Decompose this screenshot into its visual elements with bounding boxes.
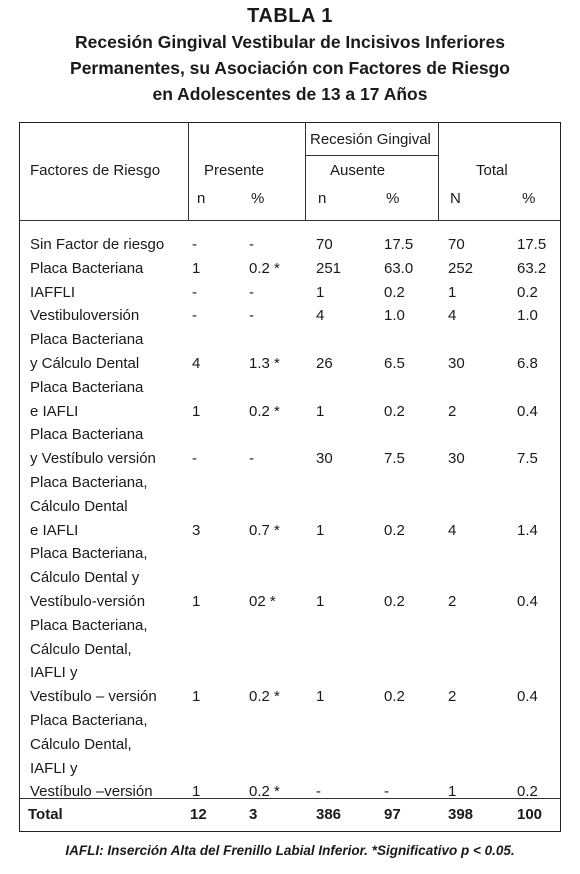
row-label: Vestíbulo – versión xyxy=(30,688,157,706)
row-value: 17.5 xyxy=(384,236,414,253)
row-value: 7.5 xyxy=(517,450,538,468)
row-label: e IAFLI xyxy=(30,521,79,539)
subheader-percent: % xyxy=(522,190,536,207)
header-ausente: Ausente xyxy=(330,162,386,179)
total-value: 386 xyxy=(316,806,342,823)
row-value: 0.2 xyxy=(384,688,405,706)
row-value: - xyxy=(192,283,197,301)
row-label: Placa Bacteriana xyxy=(30,426,144,444)
total-value: 97 xyxy=(384,806,401,823)
row-value: 1 xyxy=(316,593,325,610)
row-value: - xyxy=(192,450,197,468)
column-divider xyxy=(438,123,439,220)
row-value: - xyxy=(384,783,389,801)
row-value: 0.2 xyxy=(517,283,538,301)
row-value: 251 xyxy=(316,259,342,277)
row-value: 1 xyxy=(192,783,201,801)
column-divider xyxy=(305,123,306,220)
subheader-n: n xyxy=(318,190,327,207)
header-presente: Presente xyxy=(204,162,265,179)
row-value: - xyxy=(192,307,197,325)
subheader-percent: % xyxy=(251,190,265,207)
row-label: Placa Bacteriana, xyxy=(30,545,148,563)
header-bottom-rule xyxy=(20,220,560,221)
row-label: Placa Bacteriana xyxy=(30,378,144,396)
data-table xyxy=(19,122,561,832)
row-label: y Vestíbulo versión xyxy=(30,450,156,468)
row-label: Cálculo Dental y xyxy=(30,569,140,587)
row-label: Placa Bacteriana xyxy=(30,259,144,277)
row-value: 6.5 xyxy=(384,355,405,372)
row-value: - xyxy=(249,283,254,301)
row-value: 1 xyxy=(316,402,325,420)
row-value: 252 xyxy=(448,259,474,277)
row-value: 70 xyxy=(448,236,465,253)
table-title: TABLA 1 xyxy=(247,5,333,27)
table-footnote: IAFLI: Inserción Alta del Frenillo Labial Inferior. *Significativo p < 0.05. xyxy=(65,843,515,858)
row-label: Sin Factor de riesgo xyxy=(30,236,165,253)
table-subtitle-line-3: en Adolescentes de 13 a 17 Años xyxy=(152,84,428,104)
row-label: Placa Bacteriana, xyxy=(30,712,148,729)
row-label: IAFFLI xyxy=(30,283,76,301)
row-value: 1 xyxy=(316,688,325,706)
row-label: Placa Bacteriana xyxy=(30,331,144,349)
row-label: Vestibuloversión xyxy=(30,307,140,325)
row-value: 1 xyxy=(192,259,201,277)
row-value: 30 xyxy=(448,355,465,372)
row-label: Cálculo Dental, xyxy=(30,640,132,658)
row-value: 2 xyxy=(448,688,457,706)
row-value: 0.2 xyxy=(517,783,538,801)
row-value: 1.0 xyxy=(517,307,538,325)
row-value: 0.2 xyxy=(384,402,405,420)
row-value: 0.4 xyxy=(517,402,538,420)
row-value: - xyxy=(192,236,197,253)
row-value: 7.5 xyxy=(384,450,405,468)
row-label: Cálculo Dental xyxy=(30,497,128,515)
total-value: 398 xyxy=(448,806,474,823)
total-value: 12 xyxy=(190,806,207,823)
row-value: 30 xyxy=(448,450,465,468)
row-value: 4 xyxy=(192,355,201,372)
subheader-n: n xyxy=(197,190,206,207)
row-label: e IAFLI xyxy=(30,402,79,420)
total-value: 3 xyxy=(249,806,258,823)
row-value: - xyxy=(249,307,254,325)
row-value: 0.4 xyxy=(517,688,538,706)
row-value: 1 xyxy=(192,593,201,610)
row-value: 4 xyxy=(448,307,457,325)
row-value: 1 xyxy=(192,402,201,420)
row-label: y Cálculo Dental xyxy=(30,355,140,372)
row-value: 0.2 xyxy=(384,521,405,539)
subheader-percent: % xyxy=(386,190,400,207)
row-label: IAFLI y xyxy=(30,664,78,682)
row-value: 0.2 * xyxy=(249,259,280,277)
row-value: - xyxy=(249,236,254,253)
row-value: 02 * xyxy=(249,593,276,610)
row-label: Vestíbulo-versión xyxy=(30,593,146,610)
row-value: 0.4 xyxy=(517,593,538,610)
row-value: 6.8 xyxy=(517,355,538,372)
row-value: 4 xyxy=(448,521,457,539)
column-divider xyxy=(188,123,189,220)
row-value: 1.0 xyxy=(384,307,405,325)
table-subtitle-line-2: Permanentes, su Asociación con Factores de Riesgo xyxy=(70,58,510,78)
row-value: 4 xyxy=(316,307,325,325)
group-header-underline xyxy=(305,155,438,156)
subheader-n: N xyxy=(450,190,461,207)
row-value: 1.3 * xyxy=(249,355,280,372)
row-value: 0.2 xyxy=(384,593,405,610)
row-value: 3 xyxy=(192,521,201,539)
row-value: 1.4 xyxy=(517,521,538,539)
row-value: 1 xyxy=(448,783,457,801)
title-block xyxy=(0,4,580,106)
row-value: 2 xyxy=(448,402,457,420)
header-recesion-gingival: Recesión Gingival xyxy=(310,131,431,148)
row-value: 17.5 xyxy=(517,236,547,253)
row-label: Vestíbulo –versión xyxy=(30,783,153,801)
row-label: Cálculo Dental, xyxy=(30,735,132,753)
total-value: 100 xyxy=(517,806,543,823)
row-label: Placa Bacteriana, xyxy=(30,474,148,491)
total-label: Total xyxy=(28,806,63,823)
row-label: IAFLI y xyxy=(30,759,78,777)
row-label: Placa Bacteriana, xyxy=(30,616,148,634)
row-value: 2 xyxy=(448,593,457,610)
row-value: 0.7 * xyxy=(249,521,280,539)
row-value: 1 xyxy=(316,521,325,539)
row-value: 0.2 * xyxy=(249,783,280,801)
row-value: 1 xyxy=(192,688,201,706)
row-value: 1 xyxy=(448,283,457,301)
row-value: 63.2 xyxy=(517,259,547,277)
row-value: 0.2 * xyxy=(249,402,280,420)
row-value: - xyxy=(249,450,254,468)
table-subtitle-line-1: Recesión Gingival Vestibular de Incisivos Inferiores xyxy=(75,32,505,52)
row-value: 70 xyxy=(316,236,333,253)
row-value: 63.0 xyxy=(384,259,414,277)
row-value: 1 xyxy=(316,283,325,301)
row-value: 0.2 xyxy=(384,283,405,301)
row-value: 30 xyxy=(316,450,333,468)
row-value: 0.2 * xyxy=(249,688,280,706)
header-total: Total xyxy=(476,162,508,179)
header-factores-de-riesgo: Factores de Riesgo xyxy=(30,162,161,179)
row-value: - xyxy=(316,783,321,801)
row-value: 26 xyxy=(316,355,333,372)
